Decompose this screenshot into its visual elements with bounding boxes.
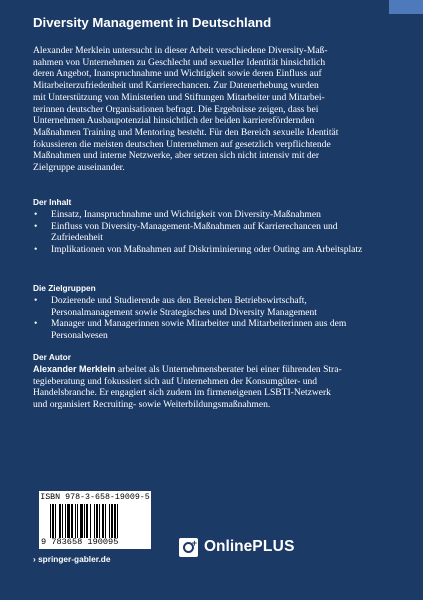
- intro-line: nahmen von Unternehmen zu Geschlecht und sexueller Identität hinsichtlich: [33, 56, 326, 68]
- intro-line: Alexander Merklein untersucht in dieser Arbeit verschiedene Diversity-Maß-: [33, 45, 328, 56]
- section-heading-zielgruppen: Die Zielgruppen: [33, 283, 96, 293]
- author-line: Handelsbranche. Er engagiert sich zudem im firmeneigenen LSBTI-Netzwerk: [33, 387, 331, 399]
- intro-line: Maßnahmen und interne Netzwerke, aber setzen sich nicht intensiv mit der: [33, 150, 320, 162]
- barcode-stripe: [99, 504, 100, 538]
- onlineplus-icon: +: [179, 538, 198, 557]
- list-item: • Einsatz, Inanspruchnahme und Wichtigkeit von Diversity-Maßnahmen: [34, 209, 321, 220]
- barcode-stripe: [105, 504, 106, 538]
- barcode-stripe: [52, 504, 54, 538]
- intro-paragraph: [33, 45, 393, 174]
- list-item: • Dozierende und Studierende aus den Bereichen Betriebswirtschaft, Personalmanagement sowie Strategisches und Diversity Management: [34, 295, 317, 318]
- barcode-stripe: [94, 504, 95, 538]
- list-item: • Implikationen von Maßnahmen auf Diskriminierung oder Outing am Arbeitsplatz: [34, 244, 363, 256]
- barcode-stripe: [75, 504, 76, 538]
- book-title: Diversity Management in Deutschland: [33, 15, 272, 30]
- intro-line: mit Unterstützung von Ministerien und Stiftungen Mitarbeiter und Mitarbei-: [33, 91, 325, 103]
- intro-line: Maßnahmen Training und Mentoring besteht. Für den Bereich sexuelle Identität: [33, 126, 339, 138]
- author-bio: [33, 364, 388, 411]
- author-name: Alexander Merklein: [33, 364, 116, 374]
- list-item: • Manager und Managerinnen sowie Mitarbeiter und Mitarbeiterinnen aus dem Personalwesen: [34, 318, 347, 342]
- barcode-stripe: [84, 504, 85, 538]
- barcode-stripe: [50, 504, 51, 538]
- barcode-stripe: [102, 504, 104, 538]
- author-line: Alexander Merklein arbeitet als Unternehmensberater bei einer führenden Stra-: [33, 364, 342, 375]
- barcode-stripe: [71, 504, 73, 538]
- barcode-stripe: [111, 504, 113, 538]
- bullet: •: [34, 244, 38, 256]
- list-item: • Einfluss von Diversity-Management-Maßnahmen auf Karrierechancen und Zufriedenheit: [34, 220, 338, 244]
- barcode-bars: [50, 504, 144, 538]
- author-line: und organisiert Recruiting- sowie Weiterbildungsmaßnahmen.: [33, 399, 271, 411]
- barcode-stripe: [77, 504, 78, 538]
- intro-line: deren Angebot, Inanspruchnahme und Wichtigkeit sowie deren Einfluss auf: [33, 68, 322, 80]
- barcode-stripe: [80, 504, 83, 538]
- isbn-label: ISBN 978-3-658-19009-5: [40, 493, 150, 502]
- onlineplus-wordmark: OnlinePLUS: [204, 538, 295, 555]
- barcode-stripe: [65, 504, 66, 538]
- barcode-stripe: [62, 504, 63, 538]
- accent-strip: [389, 0, 423, 14]
- intro-line: Mitarbeiterzufriedenheit und Karrierechancen. Zur Datenerhebung wurden: [33, 80, 319, 92]
- onlineplus-logo: [179, 537, 295, 557]
- section-heading-autor: Der Autor: [33, 352, 71, 362]
- inhalt-list: [33, 209, 378, 256]
- bullet: •: [34, 295, 38, 306]
- intro-line: Zielgruppe auseinander.: [33, 162, 125, 174]
- barcode: [39, 491, 151, 549]
- barcode-digits: 9 783658 190095: [41, 537, 119, 547]
- barcode-stripe: [67, 504, 70, 538]
- zielgruppen-list: [33, 295, 378, 342]
- bullet: •: [34, 220, 38, 232]
- barcode-stripe: [59, 504, 61, 538]
- barcode-stripe: [55, 504, 56, 538]
- barcode-stripe: [114, 504, 116, 538]
- intro-line: terinnen deutscher Organisationen befragt. Die Ergebnisse zeigen, dass bei: [33, 103, 319, 115]
- author-line: tegieberatung und fokussiert sich auf Unternehmen der Konsumgüter- und: [33, 375, 318, 387]
- intro-line: Unternehmen Ausbaupotenzial hinsichtlich der beiden karrierefördernden: [33, 115, 315, 127]
- barcode-stripe: [117, 504, 118, 538]
- barcode-stripe: [90, 504, 91, 538]
- website-link[interactable]: › springer-gabler.de: [33, 554, 111, 564]
- barcode-stripe: [109, 504, 110, 538]
- section-heading-inhalt: Der Inhalt: [33, 197, 72, 207]
- bullet: •: [34, 318, 38, 330]
- barcode-stripe: [86, 504, 88, 538]
- intro-line: fokussieren die meisten deutschen Unternehmen auf gesetzlich verpflichtende: [33, 138, 331, 150]
- barcode-stripe: [96, 504, 98, 538]
- bullet: •: [34, 209, 38, 220]
